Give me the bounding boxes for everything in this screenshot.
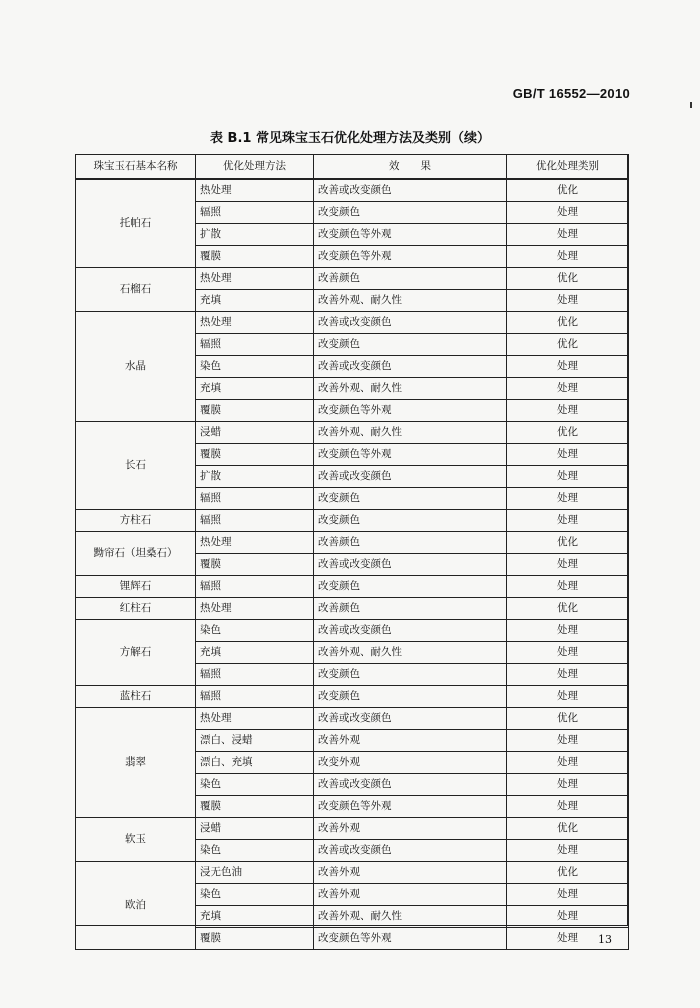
category-cell: 处理 (507, 576, 629, 598)
method-cell: 染色 (196, 884, 314, 906)
gem-name-cell: 蓝柱石 (76, 686, 196, 708)
effect-cell: 改善外观、耐久性 (314, 378, 507, 400)
effect-cell: 改变颜色 (314, 686, 507, 708)
table-row (76, 422, 629, 444)
gem-name-cell: 软玉 (76, 818, 196, 862)
method-cell: 充填 (196, 290, 314, 312)
effect-cell: 改善外观 (314, 862, 507, 884)
method-cell: 漂白、浸蜡 (196, 730, 314, 752)
method-cell: 热处理 (196, 532, 314, 554)
category-cell: 优化 (507, 312, 629, 334)
effect-cell: 改变颜色 (314, 576, 507, 598)
method-cell: 染色 (196, 774, 314, 796)
method-cell: 热处理 (196, 312, 314, 334)
table-row (76, 532, 629, 554)
method-cell: 热处理 (196, 598, 314, 620)
table-row (76, 179, 629, 202)
category-cell: 处理 (507, 246, 629, 268)
category-cell: 处理 (507, 554, 629, 576)
effect-cell: 改变颜色 (314, 202, 507, 224)
gem-name-cell: 方柱石 (76, 510, 196, 532)
effect-cell: 改善外观、耐久性 (314, 642, 507, 664)
effect-cell: 改善或改变颜色 (314, 840, 507, 862)
category-cell: 处理 (507, 224, 629, 246)
category-cell: 处理 (507, 378, 629, 400)
method-cell: 浸蜡 (196, 422, 314, 444)
method-cell: 热处理 (196, 268, 314, 290)
method-cell: 扩散 (196, 224, 314, 246)
table-row (76, 818, 629, 840)
effect-cell: 改善或改变颜色 (314, 179, 507, 202)
gem-name-cell: 锂辉石 (76, 576, 196, 598)
table-row (76, 598, 629, 620)
effect-cell: 改善外观、耐久性 (314, 290, 507, 312)
category-cell: 处理 (507, 664, 629, 686)
effect-cell: 改善外观 (314, 884, 507, 906)
method-cell: 充填 (196, 906, 314, 928)
category-cell: 处理 (507, 642, 629, 664)
category-cell: 处理 (507, 290, 629, 312)
category-cell: 优化 (507, 179, 629, 202)
category-cell: 处理 (507, 796, 629, 818)
table-row (76, 510, 629, 532)
effect-cell: 改变颜色等外观 (314, 224, 507, 246)
effect-cell: 改变颜色 (314, 510, 507, 532)
method-cell: 覆膜 (196, 246, 314, 268)
category-cell: 处理 (507, 510, 629, 532)
table-body (76, 179, 629, 950)
column-header-method: 优化处理方法 (196, 155, 314, 180)
category-cell: 优化 (507, 334, 629, 356)
method-cell: 辐照 (196, 576, 314, 598)
category-cell: 处理 (507, 774, 629, 796)
method-cell: 覆膜 (196, 444, 314, 466)
effect-cell: 改善颜色 (314, 532, 507, 554)
method-cell: 染色 (196, 840, 314, 862)
table-row (76, 862, 629, 884)
effect-cell: 改善或改变颜色 (314, 774, 507, 796)
method-cell: 辐照 (196, 202, 314, 224)
table-row (76, 312, 629, 334)
effect-cell: 改善或改变颜色 (314, 312, 507, 334)
effect-cell: 改变颜色等外观 (314, 796, 507, 818)
method-cell: 辐照 (196, 488, 314, 510)
table-row (76, 708, 629, 730)
gem-name-cell: 石榴石 (76, 268, 196, 312)
effect-cell: 改善或改变颜色 (314, 554, 507, 576)
gem-name-cell: 欧泊 (76, 862, 196, 950)
method-cell: 充填 (196, 642, 314, 664)
method-cell: 染色 (196, 356, 314, 378)
effect-cell: 改善外观 (314, 818, 507, 840)
method-cell: 充填 (196, 378, 314, 400)
column-header-effect: 效 果 (314, 155, 507, 180)
category-cell: 优化 (507, 268, 629, 290)
gem-name-cell: 托帕石 (76, 179, 196, 268)
gem-name-cell: 红柱石 (76, 598, 196, 620)
category-cell: 处理 (507, 400, 629, 422)
effect-cell: 改善或改变颜色 (314, 356, 507, 378)
category-cell: 处理 (507, 884, 629, 906)
category-cell: 处理 (507, 730, 629, 752)
category-cell: 优化 (507, 532, 629, 554)
category-cell: 处理 (507, 356, 629, 378)
effect-cell: 改变颜色等外观 (314, 400, 507, 422)
treatment-table (75, 154, 629, 950)
table-title: 表 B.1 常见珠宝玉石优化处理方法及类别（续） (210, 131, 490, 146)
category-cell: 处理 (507, 466, 629, 488)
method-cell: 辐照 (196, 664, 314, 686)
effect-cell: 改变颜色 (314, 664, 507, 686)
column-header-category: 优化处理类别 (507, 155, 629, 180)
category-cell: 优化 (507, 598, 629, 620)
method-cell: 覆膜 (196, 400, 314, 422)
effect-cell: 改变颜色等外观 (314, 246, 507, 268)
table-row (76, 686, 629, 708)
category-cell: 处理 (507, 202, 629, 224)
method-cell: 覆膜 (196, 554, 314, 576)
column-header-gem-name: 珠宝玉石基本名称 (76, 155, 196, 180)
effect-cell: 改善或改变颜色 (314, 466, 507, 488)
method-cell: 热处理 (196, 179, 314, 202)
effect-cell: 改善或改变颜色 (314, 620, 507, 642)
effect-cell: 改变颜色等外观 (314, 444, 507, 466)
category-cell: 处理 (507, 488, 629, 510)
category-cell: 优化 (507, 708, 629, 730)
method-cell: 热处理 (196, 708, 314, 730)
effect-cell: 改善颜色 (314, 268, 507, 290)
gem-name-cell: 黝帘石（坦桑石） (76, 532, 196, 576)
category-cell: 处理 (507, 444, 629, 466)
category-cell: 处理 (507, 840, 629, 862)
category-cell: 处理 (507, 752, 629, 774)
category-cell: 处理 (507, 906, 629, 928)
gem-name-cell: 方解石 (76, 620, 196, 686)
method-cell: 浸蜡 (196, 818, 314, 840)
table-row (76, 576, 629, 598)
standard-code: GB/T 16552—2010 (512, 86, 630, 101)
effect-cell: 改变颜色 (314, 334, 507, 356)
category-cell: 优化 (507, 818, 629, 840)
category-cell: 优化 (507, 422, 629, 444)
gem-name-cell: 长石 (76, 422, 196, 510)
effect-cell: 改善外观、耐久性 (314, 422, 507, 444)
method-cell: 辐照 (196, 510, 314, 532)
method-cell: 覆膜 (196, 796, 314, 818)
method-cell: 辐照 (196, 334, 314, 356)
method-cell: 扩散 (196, 466, 314, 488)
table-row (76, 620, 629, 642)
effect-cell: 改善外观 (314, 730, 507, 752)
effect-cell: 改变颜色等外观 (314, 928, 507, 950)
page-number: 13 (598, 933, 612, 946)
effect-cell: 改变颜色 (314, 488, 507, 510)
method-cell: 覆膜 (196, 928, 314, 950)
gem-name-cell: 水晶 (76, 312, 196, 422)
category-cell: 处理 (507, 620, 629, 642)
method-cell: 漂白、充填 (196, 752, 314, 774)
table-row (76, 268, 629, 290)
method-cell: 染色 (196, 620, 314, 642)
category-cell: 优化 (507, 862, 629, 884)
effect-cell: 改善颜色 (314, 598, 507, 620)
table-header-row (76, 155, 629, 180)
method-cell: 辐照 (196, 686, 314, 708)
gem-name-cell: 翡翠 (76, 708, 196, 818)
edge-mark (690, 102, 692, 108)
method-cell: 浸无色油 (196, 862, 314, 884)
effect-cell: 改善外观、耐久性 (314, 906, 507, 928)
category-cell: 处理 (507, 928, 629, 950)
category-cell: 处理 (507, 686, 629, 708)
effect-cell: 改善或改变颜色 (314, 708, 507, 730)
effect-cell: 改变外观 (314, 752, 507, 774)
